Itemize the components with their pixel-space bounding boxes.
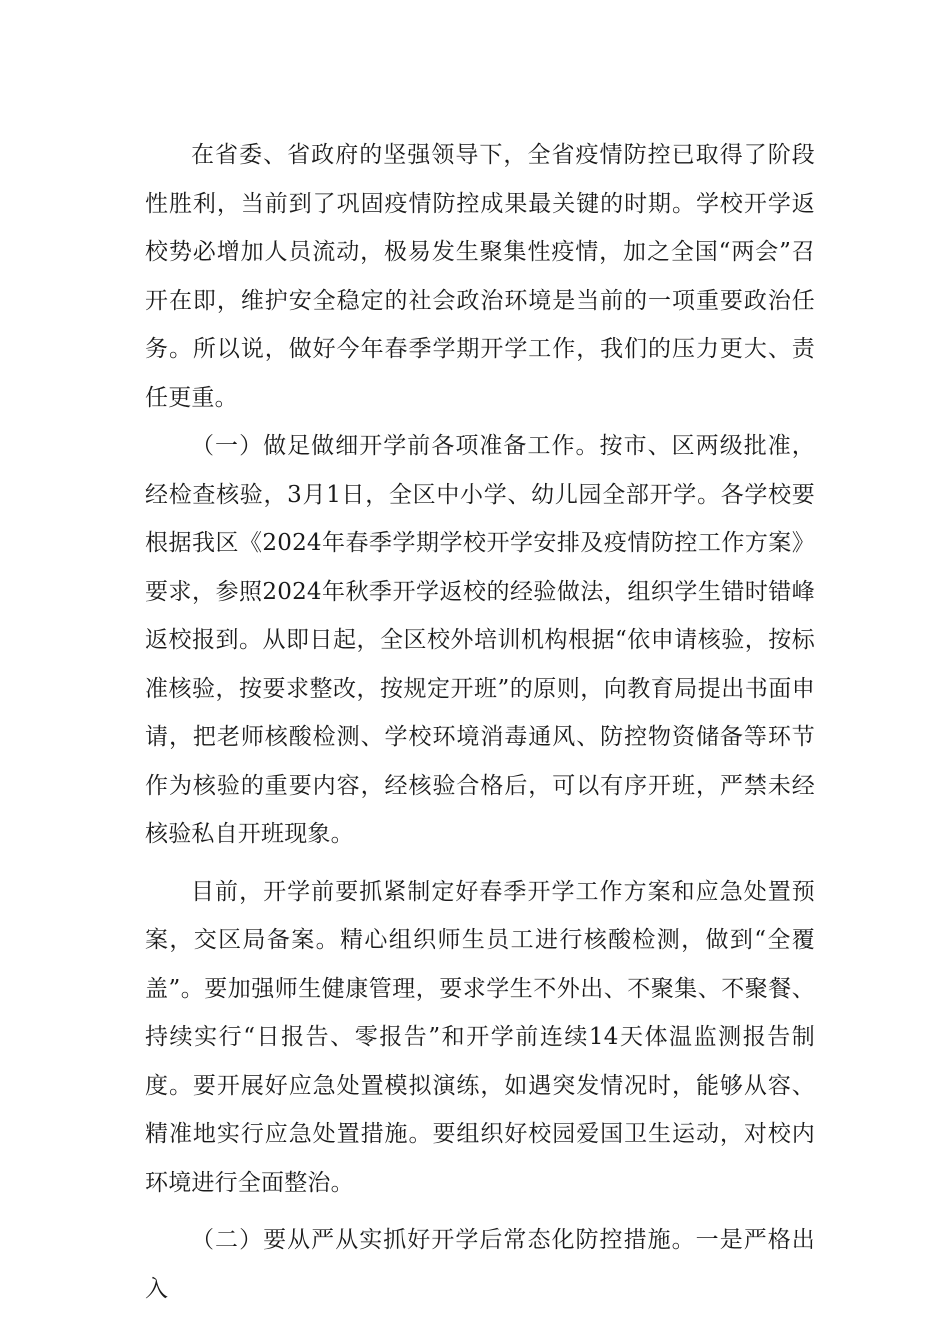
paragraph-section-one: （一）做足做细开学前各项准备工作。按市、区两级批准，经检查核验，3月1日，全区中小学、幼儿园全部开学。各学校要根据我区《2024年春季学期学校开学安排及疫情防控工作方案》要求，参照2024年秋季开学返校的经验做法，组织学生错时错峰返校报到。从即日起，全区校外培训机构根据“依申请核验，按标准核验，按要求整改，按规定开班”的原则，向教育局提出书面申请，把老师核酸检测、学校环境消毒通风、防控物资储备等环节作为核验的重要内容，经核验合格后，可以有序开班，严禁未经核验私自开班现象。 [145,433,815,847]
paragraph-intro: 在省委、省政府的坚强领导下，全省疫情防控已取得了阶段性胜利，当前到了巩固疫情防控成果最关键的时期。学校开学返校势必增加人员流动，极易发生聚集性疫情，加之全国“两会”召开在即，维护安全稳定的社会政治环境是当前的一项重要政治任务。所以说，做好今年春季学期开学工作，我们的压力更大、责任更重。 [145,142,815,411]
document-body [145,131,815,1313]
paragraph-current-tasks: 目前，开学前要抓紧制定好春季开学工作方案和应急处置预案，交区局备案。精心组织师生员工进行核酸检测，做到“全覆盖”。要加强师生健康管理，要求学生不外出、不聚集、不聚餐、持续实行“日报告、零报告”和开学前连续14天体温监测报告制度。要开展好应急处置模拟演练，如遇突发情况时，能够从容、精准地实行应急处置措施。要组织好校园爱国卫生运动，对校内环境进行全面整治。 [145,878,815,1196]
paragraph-section-two: （二）要从严从实抓好开学后常态化防控措施。一是严格出入 [145,1227,815,1302]
